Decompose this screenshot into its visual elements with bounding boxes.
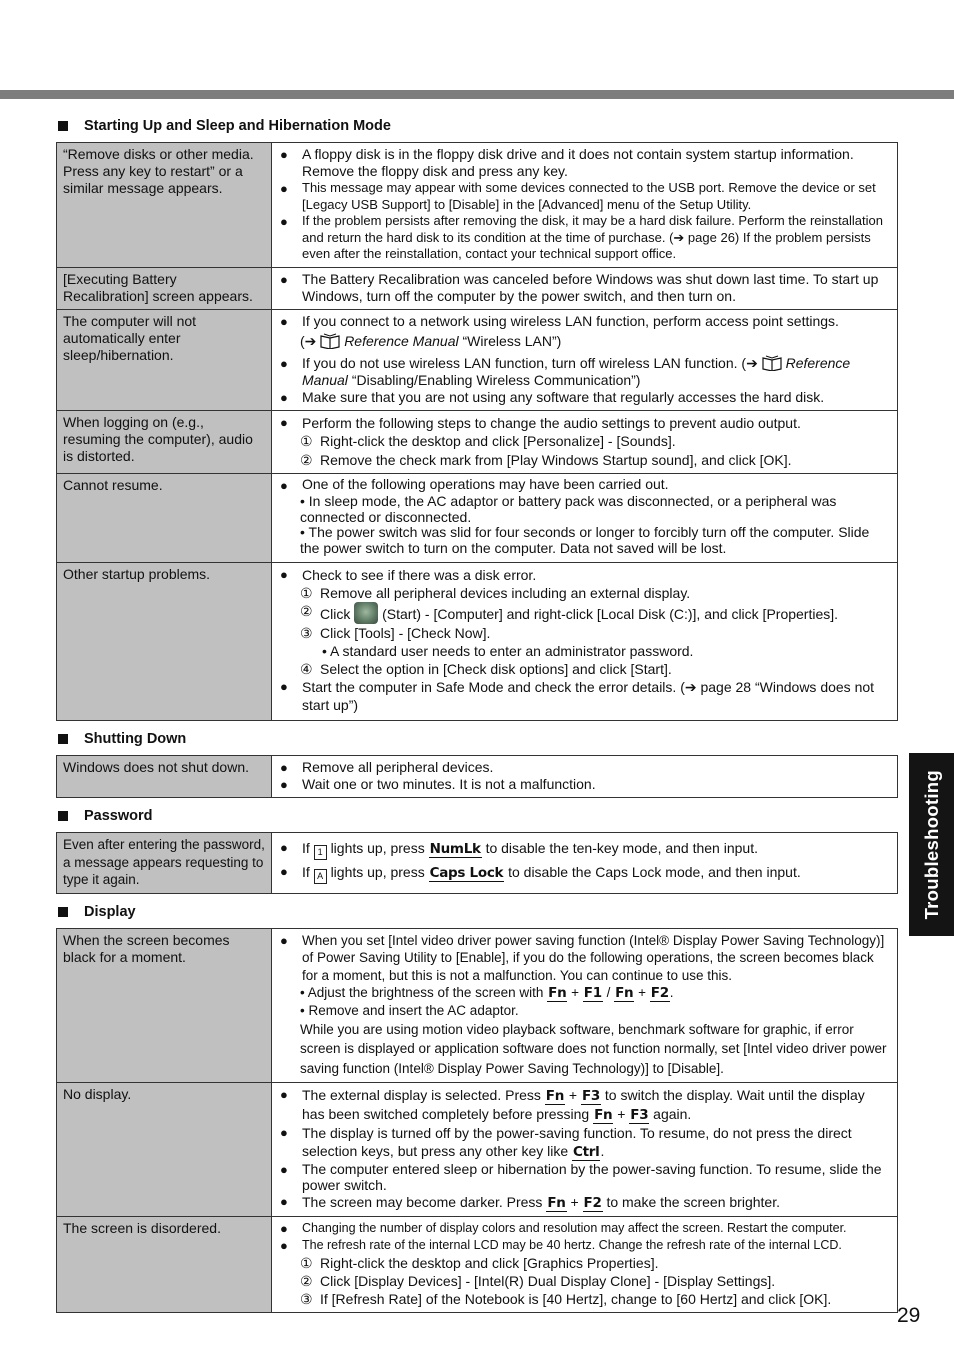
symptom-cell: No display. (57, 1083, 272, 1217)
section-title-display: Display (58, 904, 898, 920)
solution-cell: ● Remove all peripheral devices. ● Wait one or two minutes. It is not a malfunction. (272, 756, 898, 798)
square-bullet-icon (58, 734, 68, 744)
caps-lock-key: Caps Lock (429, 865, 504, 881)
ctrl-key: Ctrl (573, 1144, 600, 1160)
square-bullet-icon (58, 121, 68, 131)
section-title-password: Password (58, 808, 898, 824)
solution-cell: ● One of the following operations may have been carried out. • In sleep mode, the AC adaptor or battery pack was disconnected, or a peripheral was connected or disconnected. • The power switch was slid for four seconds or longer to forcibly turn off the computer. Slide the power switch to turn on the computer. Data not saved will be lost. (272, 474, 898, 563)
table-row (57, 143, 898, 268)
solution-cell: ● The external display is selected. Press Fn + F3 to switch the display. Wait until the display has been switched completely before pressing Fn + F3 again. ● The display is turned off by the power-saving function. To resume, do not press the direct selection keys, but press any other key like Ctrl. ● The computer entered sleep or hibernation by the power-saving function. To resume, slide the power switch. ● The screen may become darker. Press Fn + F2 to make the screen brighter. (272, 1083, 898, 1217)
f3-key: F3 (630, 1107, 649, 1123)
fn-key: Fn (545, 1088, 565, 1104)
step-number: ④ (300, 661, 313, 677)
bullet-icon: ● (280, 567, 288, 582)
symptom-cell: Even after entering the password, a message appears requesting to type it again. (57, 833, 272, 894)
symptom-cell: The computer will not automatically enter sleep/hibernation. (57, 309, 272, 410)
section-title-shutdown: Shutting Down (58, 731, 898, 747)
section-title-startup: Starting Up and Sleep and Hibernation Mode (58, 118, 898, 134)
bullet-icon: ● (280, 1087, 288, 1102)
bullet-icon: ● (280, 355, 288, 371)
step-number: ② (300, 451, 313, 468)
password-table (56, 832, 898, 894)
symptom-cell: When logging on (e.g., resuming the computer), audio is distorted. (57, 410, 272, 474)
symptom-cell: Other startup problems. (57, 563, 272, 721)
bullet-icon: ● (280, 1194, 288, 1209)
bullet-icon: ● (280, 414, 288, 430)
display-table (56, 928, 898, 1314)
square-bullet-icon (58, 811, 68, 821)
troubleshooting-content (56, 118, 898, 1323)
solution-cell: ● If 1 lights up, press NumLk to disable the ten-key mode, and then input. ● If A lights up, press Caps Lock to disable the Caps Lock mode, and then input. (272, 833, 898, 894)
numlk-key: NumLk (429, 841, 481, 857)
bullet-icon: ● (280, 313, 288, 329)
fn-key: Fn (594, 1107, 613, 1123)
symptom-cell: Cannot resume. (57, 474, 272, 563)
bullet-icon: ● (280, 777, 288, 792)
bullet-icon: ● (280, 214, 288, 229)
symptom-cell: The screen is disordered. (57, 1217, 272, 1313)
table-row (57, 1217, 898, 1313)
fn-key: Fn (615, 985, 634, 1001)
fn-key: Fn (548, 985, 567, 1001)
solution-cell: ● If you connect to a network using wireless LAN function, perform access point settings. (➔ Reference Manual “Wireless LAN”) ● If you do not use wireless LAN function, turn off wireless LAN function. (➔ Reference Manual “Disabling/Enabling Wireless Communication”) ● Make sure that you are not using any software that regularly accesses the hard disk. (272, 309, 898, 410)
header-rule (0, 90, 954, 99)
bullet-icon: ● (280, 181, 288, 196)
bullet-icon: ● (280, 932, 288, 948)
bullet-icon: ● (280, 478, 288, 493)
startup-table (56, 142, 898, 721)
f2-key: F2 (583, 1195, 602, 1211)
table-row (57, 309, 898, 410)
step-number: ② (300, 603, 313, 619)
solution-cell: ● Perform the following steps to change the audio settings to prevent audio output. ① Right-click the desktop and click [Personalize] - [Sounds]. ② Remove the check mark from [Play Windows Startup sound], and click [OK]. (272, 410, 898, 474)
windows-start-icon (354, 602, 378, 624)
step-number: ① (300, 1255, 313, 1271)
step-number: ① (300, 585, 313, 601)
page-number: 29 (897, 1304, 921, 1327)
solution-cell: ● The Battery Recalibration was canceled before Windows was shut down last time. To start up Windows, turn off the computer by the power switch, and then turn on. (272, 267, 898, 309)
table-row (57, 474, 898, 563)
bullet-icon: ● (280, 1221, 288, 1236)
solution-cell: ● When you set [Intel video driver power saving function (Intel® Display Power Saving Technology)] of Power Saving Utility to [Enable], if you do the following operations, the screen becomes black for a moment, but this is not a malfunction. You can continue to use this. • Adjust the brightness of the screen with Fn + F1 / Fn + F2. • Remove and insert the AC adaptor. While you are using motion video playback software, benchmark software for graphic, if error screen is displayed or application software does not function normally, set [Intel video driver power saving function (Intel® Display Power Saving Technology)] to [Disable]. (272, 928, 898, 1083)
bullet-icon: ● (280, 1238, 288, 1253)
bullet-icon: ● (280, 864, 288, 879)
table-row (57, 563, 898, 721)
square-bullet-icon (58, 907, 68, 917)
step-number: ③ (300, 625, 313, 641)
step-number: ① (300, 433, 313, 449)
troubleshooting-side-tab: Troubleshooting (909, 753, 954, 936)
table-row (57, 833, 898, 894)
book-icon (762, 355, 782, 371)
shutdown-table (56, 755, 898, 798)
bullet-icon: ● (280, 760, 288, 775)
bullet-icon: ● (280, 840, 288, 855)
solution-cell: ● Check to see if there was a disk error. ① Remove all peripheral devices including an external display. ② Click (Start) - [Computer] and right-click [Local Disk (C:)], and click [Properties]. ③ Click [Tools] - [Check Now]. • A standard user needs to enter an administrator password. ④ Select the option in [Check disk options] and click [Start]. ● Start the computer in Safe Mode and check the error details. (➔ page 28 “Windows does not start up”) (272, 563, 898, 721)
f2-key: F2 (650, 985, 669, 1001)
symptom-cell: [Executing Battery Recalibration] screen appears. (57, 267, 272, 309)
f1-key: F1 (583, 985, 602, 1001)
f3-key: F3 (581, 1088, 600, 1104)
table-row (57, 267, 898, 309)
bullet-icon: ● (280, 1162, 288, 1177)
bullet-icon: ● (280, 679, 288, 694)
bullet-icon: ● (280, 1125, 288, 1140)
capslock-indicator-icon: A (314, 869, 327, 884)
symptom-cell: When the screen becomes black for a moment. (57, 928, 272, 1083)
numlock-indicator-icon: 1 (314, 845, 327, 860)
bullet-icon: ● (280, 389, 288, 405)
book-icon (320, 333, 340, 349)
bullet-icon: ● (280, 271, 288, 287)
step-number: ② (300, 1273, 313, 1289)
symptom-cell: Windows does not shut down. (57, 756, 272, 798)
solution-cell: ● A floppy disk is in the floppy disk drive and it does not contain system startup information. Remove the floppy disk and press any key. ● This message may appear with some devices connected to the USB port. Remove the device or set [Legacy USB Support] to [Disable] in the [Advanced] menu of the Setup Utility. ● If the problem persists after removing the disk, it may be a hard disk failure. Perform the reinstallation and return the hard disk to its condition at the time of purchase. (➔ page 26) If the problem persists even after the reinstallation, contact your technical support office. (272, 143, 898, 268)
table-row (57, 928, 898, 1083)
table-row (57, 410, 898, 474)
fn-key: Fn (547, 1195, 566, 1211)
table-row (57, 756, 898, 798)
solution-cell: ● Changing the number of display colors and resolution may affect the screen. Restart the computer. ● The refresh rate of the internal LCD may be 40 hertz. Change the refresh rate of the internal LCD. ① Right-click the desktop and click [Graphics Properties]. ② Click [Display Devices] - [Intel(R) Dual Display Clone] - [Display Settings]. ③ If [Refresh Rate] of the Notebook is [40 Hertz], change to [60 Hertz] and click [OK]. (272, 1217, 898, 1313)
symptom-cell: “Remove disks or other media. Press any key to restart” or a similar message appears. (57, 143, 272, 268)
step-number: ③ (300, 1291, 313, 1307)
bullet-icon: ● (280, 147, 288, 162)
table-row (57, 1083, 898, 1217)
